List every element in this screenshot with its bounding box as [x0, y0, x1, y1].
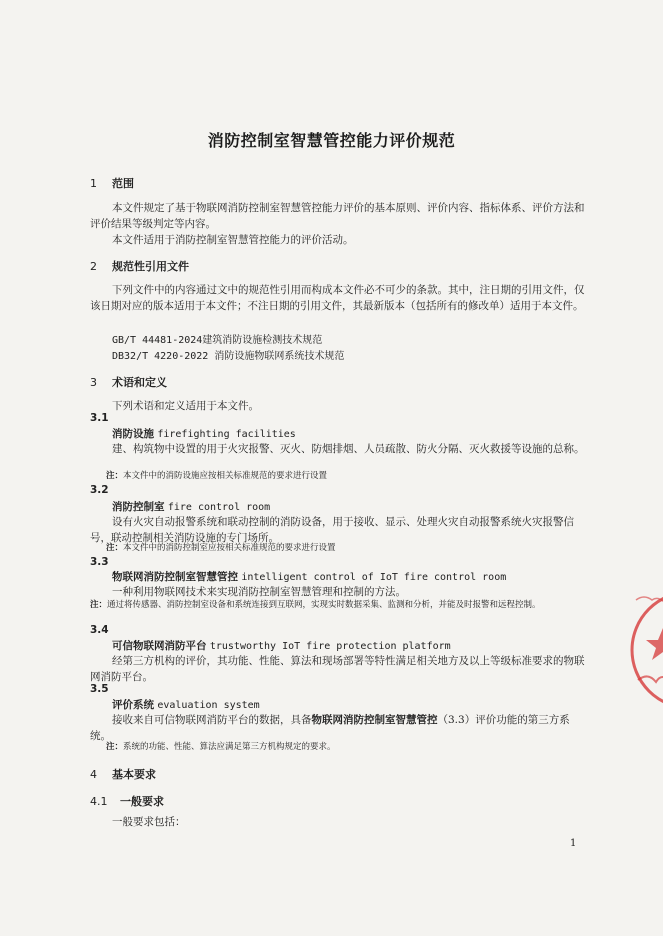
- term-number: 3.2: [90, 484, 109, 496]
- paragraph: 本文件规定了基于物联网消防控制室智慧管控能力评价的基本原则、评价内容、指标体系、评价方法和评价结果等级判定等内容。: [90, 202, 585, 230]
- term-definition: 一种利用物联网技术来实现消防控制室智慧管理和控制的方法。: [112, 586, 406, 598]
- section-2-heading: 2 规范性引用文件: [90, 260, 189, 273]
- seal-stamp-icon: [630, 570, 663, 730]
- term-definition: 接收来自可信物联网消防平台的数据，具备物联网消防控制室智慧管控（3.3）评价功能的第三方系统。: [90, 714, 570, 742]
- term-title: 可信物联网消防平台 trustworthy IoT fire protection platform: [112, 640, 451, 652]
- section-3-heading: 3 术语和定义: [90, 376, 167, 389]
- term-number: 3.1: [90, 412, 109, 424]
- term-title: 物联网消防控制室智慧管控 intelligent control of IoT fire control room: [112, 571, 507, 583]
- page-number: 1: [570, 838, 577, 849]
- term-note: 注：本文件中的消防控制室应按相关标准规范的要求进行设置: [106, 543, 336, 553]
- term-number: 3.4: [90, 624, 109, 636]
- subsection-4-1-heading: 4.1 一般要求: [90, 795, 164, 808]
- term-note: 注：本文件中的消防设施应按相关标准规范的要求进行设置: [106, 471, 328, 481]
- paragraph: 本文件适用于消防控制室智慧管控能力的评价活动。: [112, 234, 354, 246]
- term-definition: 经第三方机构的评价，其功能、性能、算法和现场部署等特性满足相关地方及以上等级标准要求的物联网消防平台。: [90, 655, 585, 683]
- term-number: 3.5: [90, 683, 109, 695]
- section-3-intro: 下列术语和定义适用于本文件。: [112, 400, 259, 412]
- term-definition: 设有火灾自动报警系统和联动控制的消防设备，用于接收、显示、处理火灾自动报警系统火灾报警信号，联动控制相关消防设施的专门场所。: [90, 516, 574, 544]
- section-2-body: [90, 282, 590, 314]
- paragraph: 下列文件中的内容通过文中的规范性引用而构成本文件必不可少的条款。其中，注日期的引用文件，仅该日期对应的版本适用于本文件；不注日期的引用文件，其最新版本（包括所有的修改单）适用于本文件。: [90, 284, 585, 312]
- term-note: 注：系统的功能、性能、算法应满足第三方机构规定的要求。: [106, 742, 336, 752]
- section-4-heading: 4 基本要求: [90, 768, 156, 781]
- reference-item: GB/T 44481-2024建筑消防设施检测技术规范: [112, 335, 323, 346]
- term-title: 评价系统 evaluation system: [112, 699, 260, 711]
- term-definition: 建、构筑物中设置的用于火灾报警、灭火、防烟排烟、人员疏散、防火分隔、灭火救援等设施的总称。: [112, 443, 585, 455]
- term-number: 3.3: [90, 556, 109, 568]
- section-1-body: [90, 200, 590, 248]
- subsection-4-1-body: 一般要求包括：: [112, 816, 186, 828]
- section-1-heading: 1 范围: [90, 177, 134, 190]
- reference-item: DB32/T 4220-2022 消防设施物联网系统技术规范: [112, 351, 345, 362]
- term-title: 消防设施 firefighting facilities: [112, 428, 296, 440]
- term-note: 注：通过将传感器、消防控制室设备和系统连接到互联网，实现实时数据采集、监测和分析，并能及时报警和远程控制。: [90, 600, 541, 610]
- term-title: 消防控制室 fire control room: [112, 501, 271, 513]
- document-title: 消防控制室智慧管控能力评价规范: [207, 131, 456, 150]
